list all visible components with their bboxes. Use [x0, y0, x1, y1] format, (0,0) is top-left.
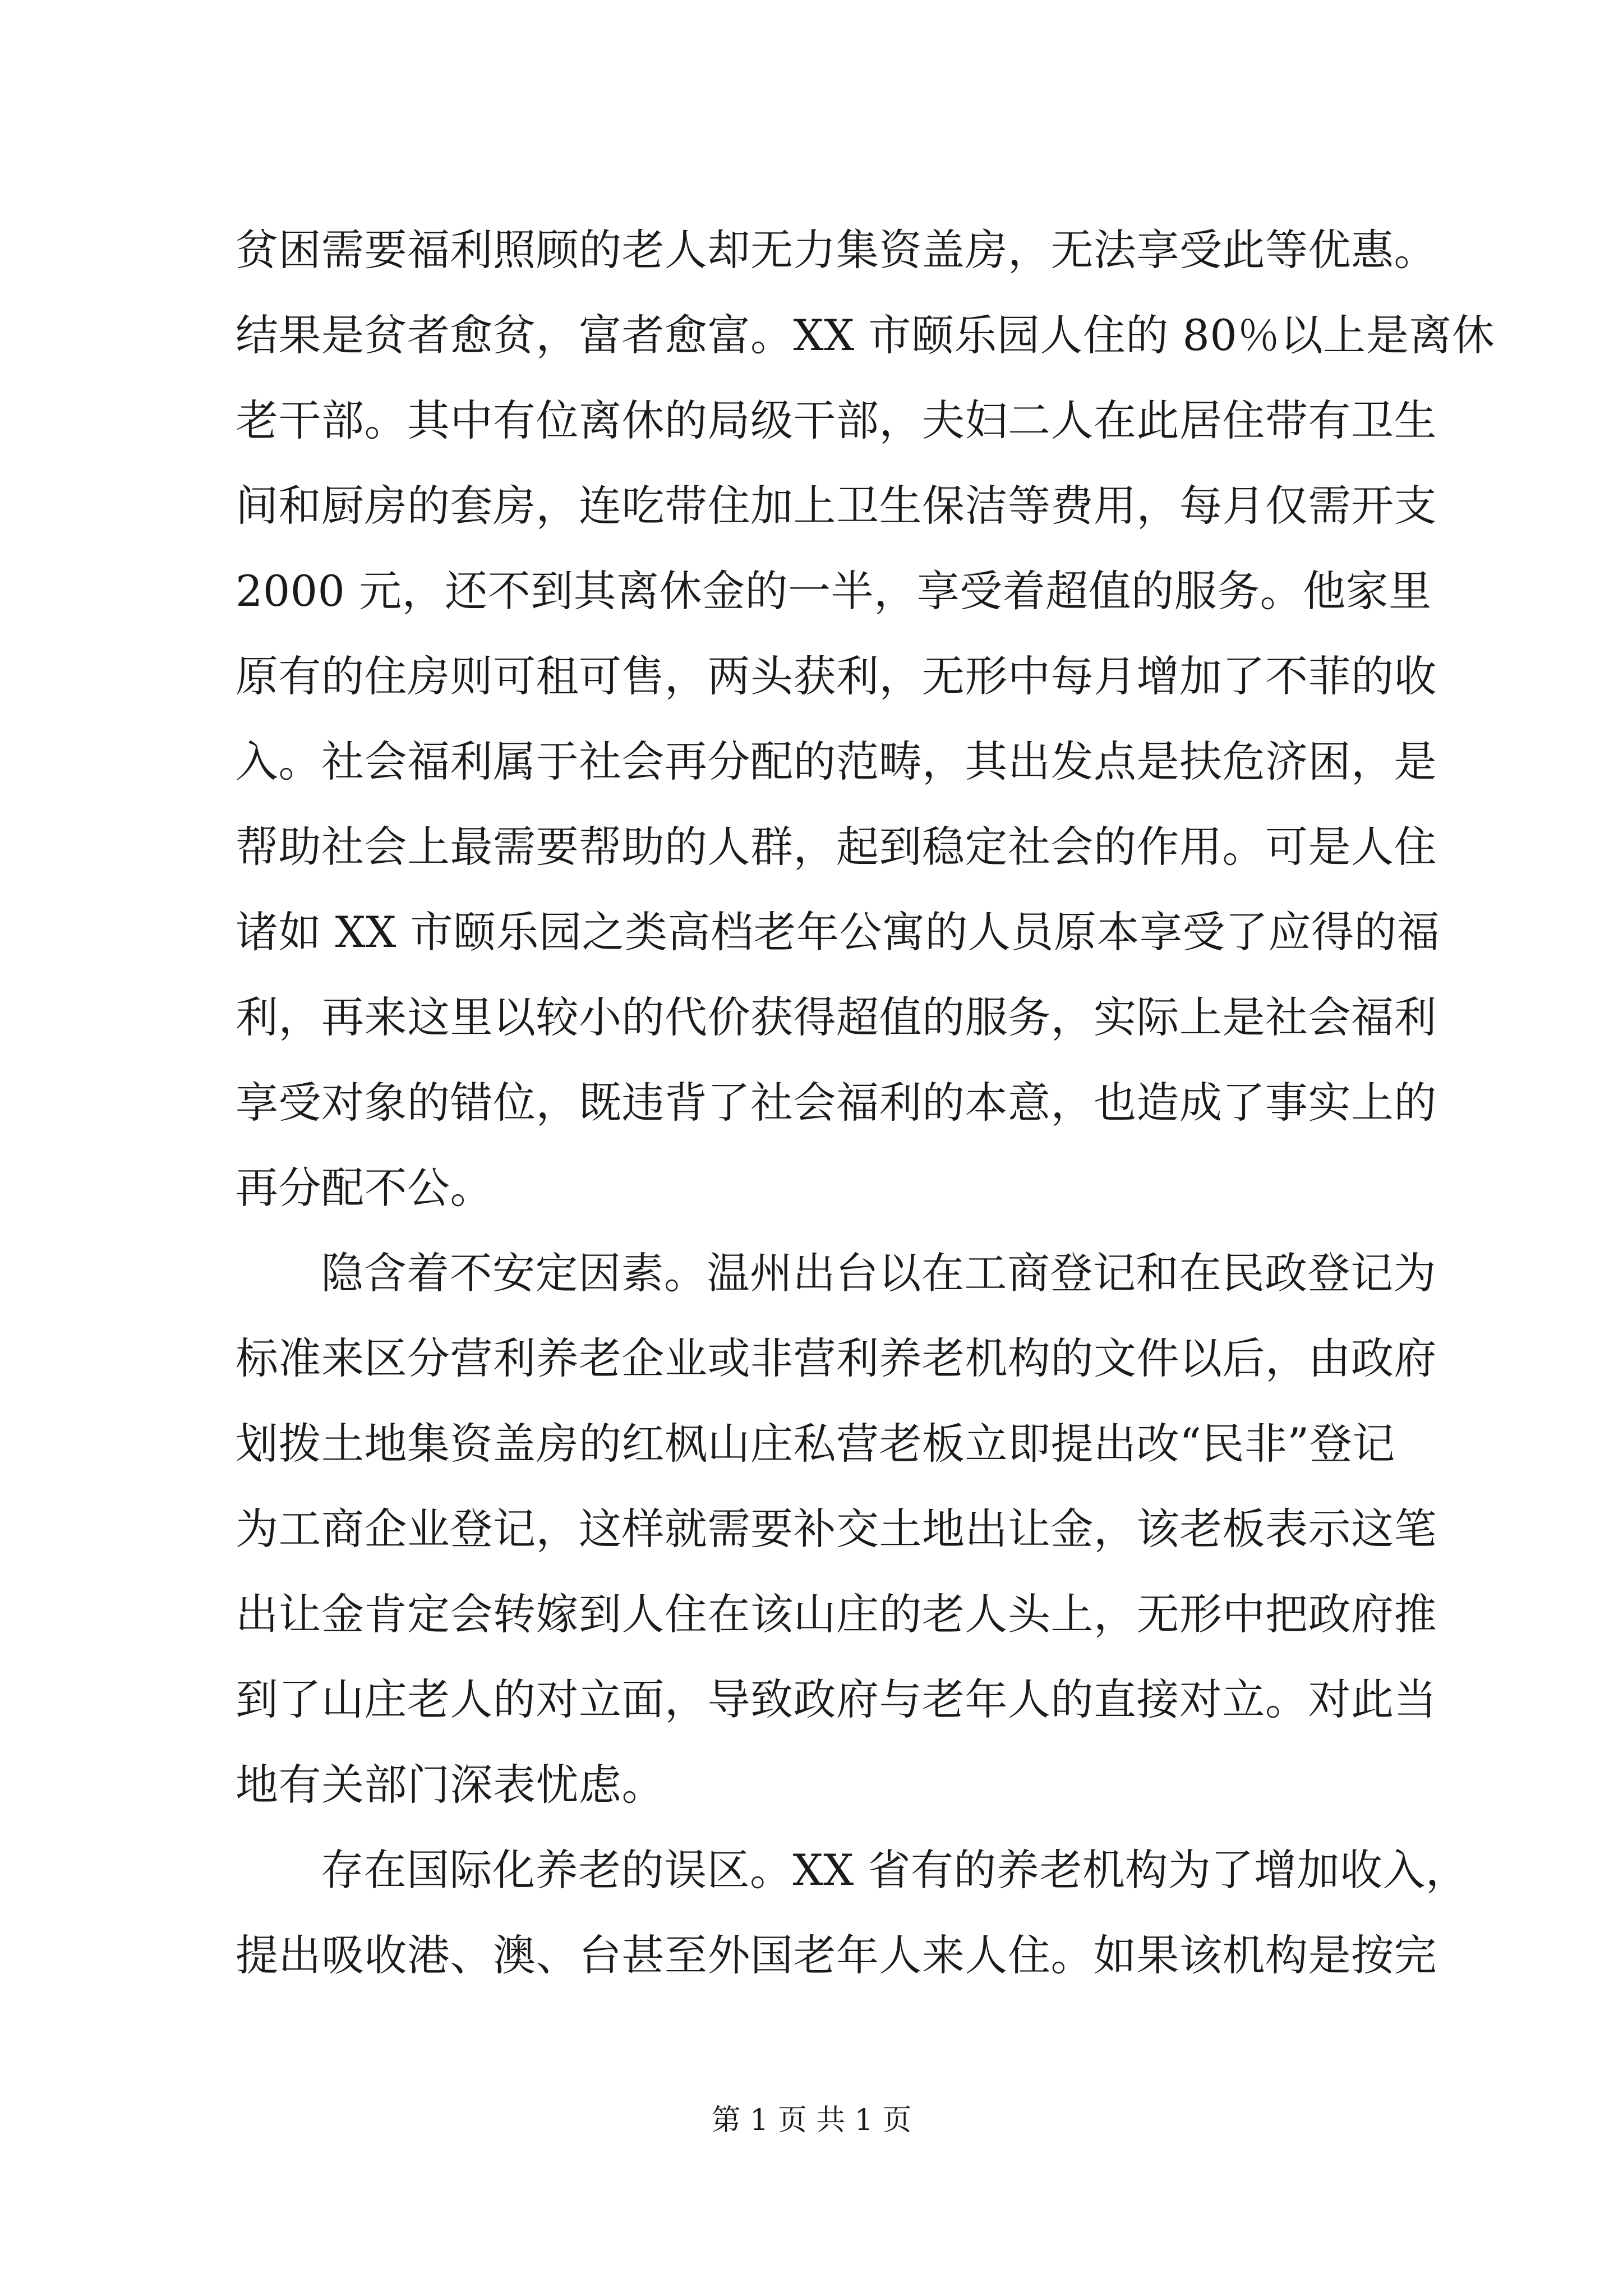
text-line: 诸如 XX 市颐乐园之类高档老年公寓的人员原本享受了应得的福 — [236, 907, 1440, 957]
text-line: 间和厨房的套房，连吃带住加上卫生保洁等费用，每月仅需开支 — [236, 481, 1437, 531]
paragraph-first-line: 存在国际化养老的误区。XX 省有的养老机构为了增加收入， — [321, 1845, 1469, 1895]
text-line: 标准来区分营利养老企业或非营利养老机构的文件以后，由政府 — [236, 1333, 1437, 1383]
text-line: 提出吸收港、澳、台甚至外国老年人来人住。如果该机构是按完 — [236, 1930, 1437, 1980]
paragraph-first-line: 隐含着不安定因素。温州出台以在工商登记和在民政登记为 — [321, 1248, 1436, 1298]
text-line: 利，再来这里以较小的代价获得超值的服务，实际上是社会福利 — [236, 992, 1437, 1042]
text-line: 划拨土地集资盖房的红枫山庄私营老板立即提出改“民非”登记 — [236, 1419, 1395, 1469]
text-line: 贫困需要福利照顾的老人却无力集资盖房，无法享受此等优惠。 — [236, 225, 1437, 275]
text-line: 到了山庄老人的对立面，导致政府与老年人的直接对立。对此当 — [236, 1674, 1437, 1724]
text-line: 入。社会福利属于社会再分配的范畴，其出发点是扶危济困，是 — [236, 737, 1437, 786]
text-line: 再分配不公。 — [236, 1163, 493, 1213]
text-line: 结果是贫者愈贫，富者愈富。XX 市颐乐园人住的 80％以上是离休 — [236, 310, 1495, 360]
text-line: 老干部。其中有位离休的局级干部，夫妇二人在此居住带有卫生 — [236, 395, 1437, 445]
text-line: 出让金肯定会转嫁到人住在该山庄的老人头上，无形中把政府推 — [236, 1589, 1437, 1639]
text-line: 原有的住房则可租可售，两头获利，无形中每月增加了不菲的收 — [236, 651, 1437, 701]
text-line: 为工商企业登记，这样就需要补交土地出让金，该老板表示这笔 — [236, 1504, 1437, 1554]
text-line: 享受对象的错位，既违背了社会福利的本意，也造成了事实上的 — [236, 1078, 1437, 1128]
page-footer: 第 1 页 共 1 页 — [711, 2104, 912, 2137]
text-line: 地有关部门深表忧虑。 — [236, 1760, 665, 1810]
text-line: 2000 元，还不到其离休金的一半，享受着超值的服务。他家里 — [236, 566, 1432, 616]
text-line: 帮助社会上最需要帮助的人群，起到稳定社会的作用。可是人住 — [236, 822, 1437, 872]
document-body — [236, 208, 1495, 1998]
